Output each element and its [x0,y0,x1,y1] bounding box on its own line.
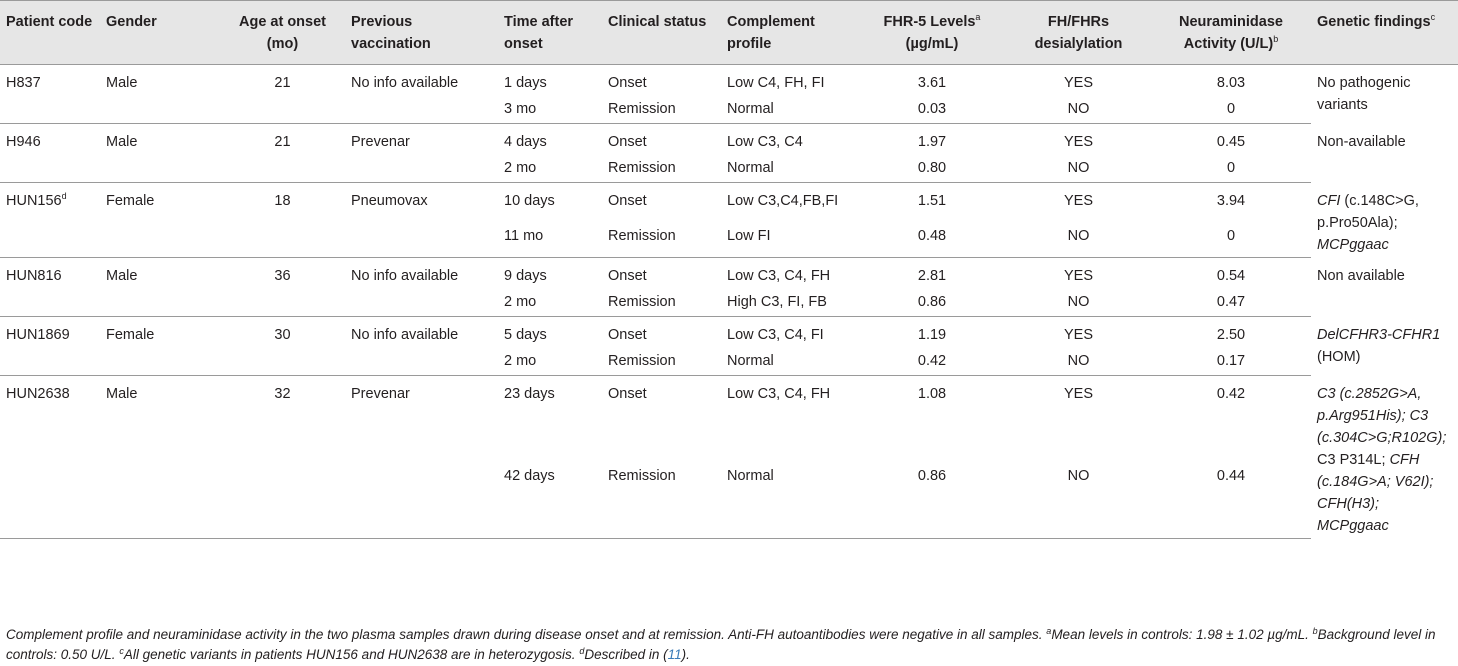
complement-profile: Low C3,C4,FB,FI [727,193,839,209]
desialylation: YES [1063,75,1093,91]
desialylation: NO [1006,155,1151,183]
fhr5-unit: (µg/mL) [905,36,959,52]
age: 21 [274,75,291,91]
table-row [0,124,1458,156]
clinical-status: Remission [602,348,721,376]
neuraminidase: 8.03 [1216,75,1246,91]
neuraminidase: 2.50 [1216,327,1246,343]
gender: Female [106,327,155,343]
neuraminidase: 0.17 [1151,348,1311,376]
header-time-after-onset: Time after onset [498,1,602,65]
patient-code: HUN816 [6,268,62,284]
patient-code [0,183,100,223]
desialylation: NO [1006,289,1151,317]
gene-variants: CFH (c.184G>A; V62I); CFH(H3); MCPggaac [1317,451,1434,534]
empty-cell [0,463,498,539]
age: 21 [274,134,291,150]
vaccination: No info available [351,327,459,343]
complement-profile: Low FI [721,223,858,258]
time-after-onset: 2 mo [498,289,602,317]
complement-profile: Normal [721,348,858,376]
desialylation: NO [1006,348,1151,376]
footnote-c-marker: c [1430,12,1436,22]
fhr5-level: 0.80 [858,155,1006,183]
patient-code-text: HUN156 [6,193,62,209]
header-fhr5-levels [858,1,1006,65]
footnote-d-end: ). [681,647,690,662]
complement-profile: High C3, FI, FB [721,289,858,317]
clinical-status: Remission [602,463,721,539]
neuraminidase: 0 [1151,155,1311,183]
gender: Male [106,268,138,284]
footnote-a: Mean levels in controls: 1.98 ± 1.02 µg/mL. [1051,627,1313,642]
header-previous-vaccination: Previous vaccination [345,1,498,65]
age: 30 [274,327,291,343]
neuraminidase: 0.44 [1151,463,1311,539]
time-after-onset: 11 mo [498,223,602,258]
vaccination: Prevenar [351,134,410,150]
empty-cell [0,155,498,183]
fhr5-level: 1.08 [917,386,947,402]
footnote-a-marker: a [975,12,981,22]
fhr5-label: FHR-5 Levels [883,14,976,30]
clinical-status: Onset [608,134,647,150]
complement-profile: Normal [721,96,858,124]
table-row [0,155,1458,183]
fhr5-level: 0.86 [858,289,1006,317]
reference-link[interactable]: 11 [667,647,682,662]
time-after-onset: 9 days [504,268,547,284]
table-row [0,223,1458,258]
fhr5-level: 1.51 [917,193,947,209]
fhr5-level: 0.86 [858,463,1006,539]
gender: Male [106,134,138,150]
header-neuraminidase [1151,1,1311,65]
empty-cell [0,223,498,258]
vaccination: No info available [351,268,459,284]
variant-text: C3 P314L; [1317,451,1390,468]
complement-profile: Low C3, C4, FI [727,327,824,343]
table-caption [6,625,1456,665]
time-after-onset: 3 mo [498,96,602,124]
fhr5-level: 1.19 [917,327,947,343]
age: 36 [274,268,291,284]
neuraminidase: 0.45 [1216,134,1246,150]
time-after-onset: 23 days [504,386,555,402]
gene-name: DelCFHR3-CFHR1 [1317,326,1441,343]
table-header-row [0,1,1458,65]
fhr5-level: 3.61 [917,75,947,91]
desialylation: NO [1006,96,1151,124]
footnote-d-marker: d [61,191,67,201]
genetic-findings [1311,376,1458,539]
empty-cell [0,348,498,376]
footnote-c: All genetic variants in patients HUN156 and HUN2638 are in heterozygosis. [123,647,580,662]
complement-profile: Normal [721,155,858,183]
desialylation: YES [1063,327,1093,343]
complement-profile: Low C3, C4, FH [727,386,831,402]
genetic-findings: No pathogenic variants [1317,75,1411,113]
table-row [0,183,1458,223]
gender: Female [106,193,155,209]
footnote-c-marker: c [119,646,124,656]
caption-text: Complement profile and neuraminidase activity in the two plasma samples drawn during disease onset and at remission. Anti-FH autoantibodies were negative in all samples. [6,627,1047,642]
desialylation: YES [1063,193,1093,209]
header-genetic-findings [1311,1,1458,65]
header-gender: Gender [100,1,220,65]
clinical-status: Remission [602,96,721,124]
time-after-onset: 4 days [504,134,547,150]
footnote-d: Described in ( [584,647,668,662]
table-row [0,317,1458,349]
time-after-onset: 10 days [504,193,555,209]
clinical-status: Onset [608,386,647,402]
complement-profile: Normal [721,463,858,539]
patient-code: HUN1869 [6,327,70,343]
complement-profile: Low C3, C4, FH [727,268,831,284]
genetic-label: Genetic findings [1317,14,1431,30]
desialylation: YES [1063,268,1093,284]
gene-variants: C3 (c.2852G>A, p.Arg951His); C3 (c.304C>G;R102G); [1317,385,1447,446]
patient-code: HUN2638 [6,386,70,402]
header-clinical-status: Clinical status [602,1,721,65]
clinical-status: Onset [608,327,647,343]
table-row [0,96,1458,124]
complement-profile: Low C4, FH, FI [727,75,825,91]
desialylation: NO [1006,463,1151,539]
fhr5-level: 2.81 [917,268,947,284]
vaccination: No info available [351,75,459,91]
clinical-status: Onset [608,268,647,284]
complement-profile: Low C3, C4 [727,134,803,150]
age: 18 [274,193,291,209]
table-row [0,348,1458,376]
desialylation: YES [1063,134,1093,150]
vaccination: Prevenar [351,386,410,402]
neuraminidase: 0.47 [1151,289,1311,317]
neuraminidase: 0.54 [1216,268,1246,284]
table-row [0,258,1458,290]
neuraminidase: 0 [1151,96,1311,124]
age: 32 [274,386,291,402]
table-row [0,376,1458,463]
neuraminidase: 0 [1151,223,1311,258]
neuraminidase: 0.42 [1216,386,1246,402]
genetic-findings [1311,183,1458,258]
time-after-onset: 2 mo [498,155,602,183]
gender: Male [106,75,138,91]
fhr5-level: 0.48 [858,223,1006,258]
patient-code: H837 [6,75,41,91]
gene-name: CFI [1317,192,1341,209]
clinical-status: Remission [602,289,721,317]
footnote-b: Background level in controls: 0.50 U/L. [6,627,1436,662]
desialylation: NO [1006,223,1151,258]
empty-cell [0,289,498,317]
table-row [0,463,1458,539]
clinical-status: Remission [602,155,721,183]
vaccination: Pneumovax [351,193,428,209]
header-desialylation: FH/FHRs desialylation [1006,1,1151,65]
patient-code: H946 [6,134,41,150]
genetic-findings [1311,317,1458,376]
gene-name: MCPggaac [1317,236,1389,253]
header-patient-code: Patient code [0,1,100,65]
table-row [0,65,1458,97]
variant-text: (c.148C>G, p.Pro50Ala); [1317,192,1419,231]
footnote-d-marker: d [579,646,585,656]
fhr5-level: 0.42 [858,348,1006,376]
footnote-b-marker: b [1273,34,1279,44]
time-after-onset: 1 days [504,75,547,91]
empty-cell [0,96,498,124]
genetic-findings: Non available [1317,267,1405,284]
header-complement-profile: Complement profile [721,1,858,65]
table-row [0,289,1458,317]
time-after-onset: 5 days [504,327,547,343]
desialylation: YES [1063,386,1093,402]
gender: Male [106,386,138,402]
neuraminidase-label: Neuraminidase Activity (U/L) [1179,14,1283,52]
genetic-findings: Non-available [1317,133,1406,150]
footnote-b-marker: b [1312,626,1318,636]
time-after-onset: 42 days [498,463,602,539]
time-after-onset: 2 mo [498,348,602,376]
variant-text: (HOM) [1317,348,1361,365]
fhr5-level: 1.97 [917,134,947,150]
footnote-a-marker: a [1046,626,1052,636]
clinical-status: Onset [608,75,647,91]
neuraminidase: 3.94 [1216,193,1246,209]
header-age-at-onset: Age at onset (mo) [220,1,345,65]
clinical-status: Onset [608,193,647,209]
clinical-status: Remission [602,223,721,258]
fhr5-level: 0.03 [858,96,1006,124]
